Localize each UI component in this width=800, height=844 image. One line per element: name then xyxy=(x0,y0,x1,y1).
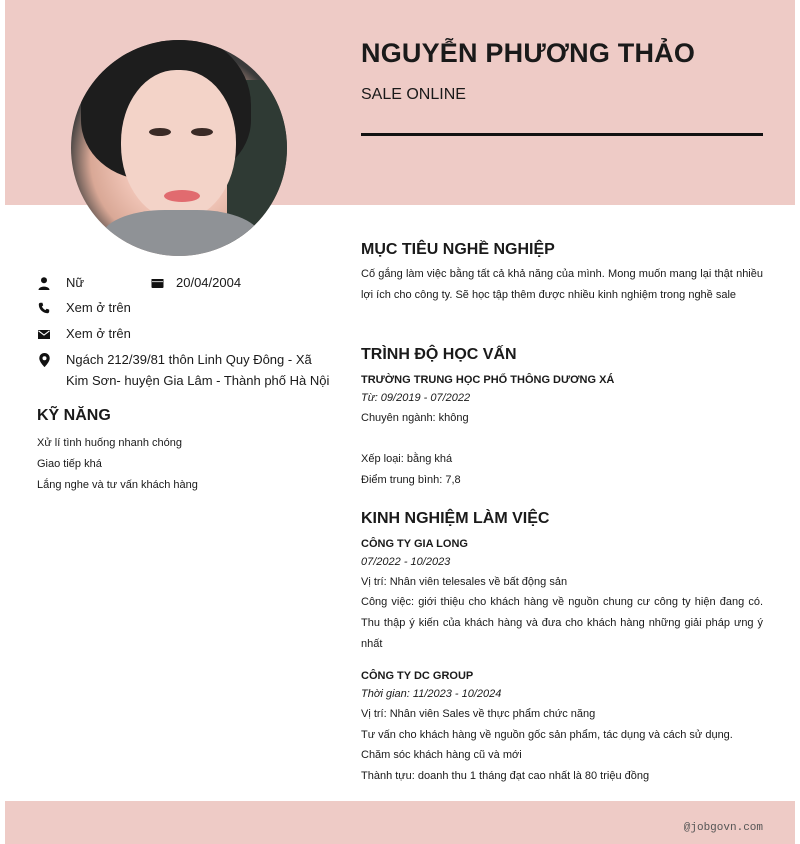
footer-band xyxy=(5,801,795,844)
address-line-2: Kim Sơn- huyện Gia Lâm - Thành phố Hà Nội xyxy=(66,373,330,388)
education-rank: Xếp loại: bằng khá xyxy=(361,453,453,465)
education-major: Chuyên ngành: không xyxy=(361,412,469,424)
watermark: @jobgovn.com xyxy=(683,822,763,834)
job-achievement: Thành tựu: doanh thu 1 tháng đạt cao nhất là 80 triệu đồng xyxy=(361,770,650,782)
phone-icon xyxy=(37,301,51,315)
experience-heading: KINH NGHIỆM LÀM VIỆC xyxy=(361,510,550,527)
address-line-1: Ngách 212/39/81 thôn Linh Quy Đông - Xã xyxy=(66,352,312,367)
objective-heading: MỤC TIÊU NGHỀ NGHIỆP xyxy=(361,241,555,258)
job-period: Thời gian: 11/2023 - 10/2024 xyxy=(361,688,502,700)
job-description: Công việc: giới thiệu cho khách hàng về nguồn chung cư công ty hiện đang có. Thu thập ý kiến của khách hàng và đưa cho khách hàng những giải pháp ưng ý nhất xyxy=(361,596,763,650)
header-divider xyxy=(361,133,763,136)
education-heading: TRÌNH ĐỘ HỌC VẤN xyxy=(361,346,517,363)
location-pin-icon xyxy=(37,353,51,367)
job-period: 07/2022 - 10/2023 xyxy=(361,556,451,568)
person-icon xyxy=(37,276,51,290)
company-name: CÔNG TY DC GROUP xyxy=(361,670,474,682)
company-name: CÔNG TY GIA LONG xyxy=(361,538,468,550)
phone-value: Xem ở trên xyxy=(66,300,131,315)
job-position: Vị trí: Nhân viên Sales về thực phẩm chức năng xyxy=(361,708,596,720)
skill-item: Lắng nghe và tư vấn khách hàng xyxy=(37,479,198,491)
school-name: TRƯỜNG TRUNG HỌC PHỔ THÔNG DƯƠNG XÁ xyxy=(361,374,615,386)
education-period: Từ: 09/2019 - 07/2022 xyxy=(361,392,471,404)
birthday-value: 20/04/2004 xyxy=(176,275,242,290)
profile-photo xyxy=(71,40,287,256)
email-icon xyxy=(37,327,51,341)
calendar-icon xyxy=(150,276,164,290)
objective-text: Cố gắng làm việc bằng tất cả khả năng của mình. Mong muốn mang lại thật nhiều lợi ích cho công ty. Sẽ học tập thêm được nhiều kinh nghiệm trong nghề sale xyxy=(361,268,763,301)
job-duty: Tư vấn cho khách hàng về nguồn gốc sản phẩm, tác dụng và cách sử dụng. xyxy=(361,729,733,741)
job-title: SALE ONLINE xyxy=(361,86,466,103)
gender-value: Nữ xyxy=(66,275,85,290)
job-position: Vị trí: Nhân viên telesales về bất động sản xyxy=(361,576,568,588)
education-gpa: Điểm trung bình: 7,8 xyxy=(361,474,461,486)
skill-item: Xử lí tình huống nhanh chóng xyxy=(37,437,182,449)
candidate-name: NGUYỄN PHƯƠNG THẢO xyxy=(361,38,696,68)
skills-heading: KỸ NĂNG xyxy=(37,407,111,424)
job-duty: Chăm sóc khách hàng cũ và mới xyxy=(361,749,522,761)
email-value: Xem ở trên xyxy=(66,326,131,341)
skill-item: Giao tiếp khá xyxy=(37,458,102,470)
